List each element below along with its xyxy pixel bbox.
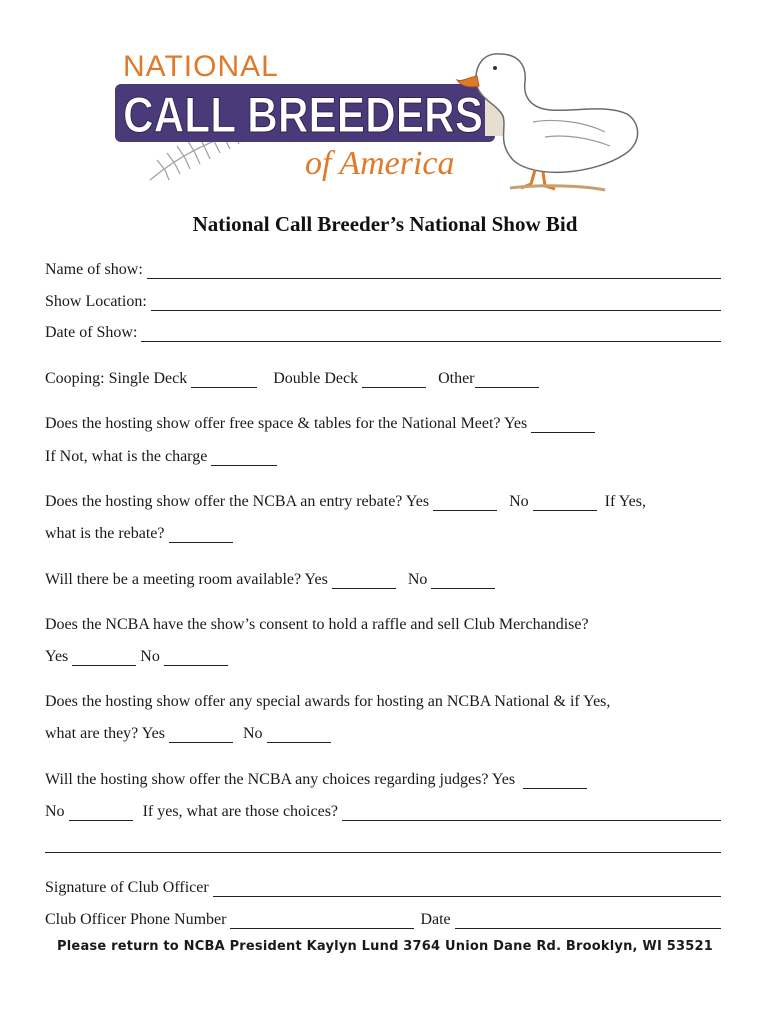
- q6-row3: [45, 831, 725, 853]
- q5-no-field[interactable]: [267, 726, 331, 743]
- date-field[interactable]: [455, 912, 721, 929]
- q1-row1: [45, 411, 725, 433]
- date-of-show-row: [45, 320, 725, 342]
- q4-no-field[interactable]: [164, 649, 228, 666]
- logo-line3: of America: [305, 145, 455, 182]
- show-location-field[interactable]: [151, 294, 721, 311]
- show-location-row: [45, 289, 725, 311]
- double-deck-field[interactable]: [362, 371, 426, 388]
- q4-no-label: No: [140, 648, 160, 665]
- show-location-label: Show Location:: [45, 293, 147, 310]
- name-of-show-field[interactable]: [147, 262, 721, 279]
- q1-charge-field[interactable]: [211, 449, 277, 466]
- cooping-other-label: Other: [438, 370, 475, 387]
- q2-no-field[interactable]: [533, 494, 597, 511]
- q6-row1: [45, 767, 725, 789]
- q2-ifyes-label: If Yes,: [604, 493, 646, 510]
- signature-label: Signature of Club Officer: [45, 879, 209, 896]
- q2-row1: [45, 489, 725, 511]
- page-title: National Call Breeder’s National Show Bid: [192, 212, 578, 236]
- q6-yes-field[interactable]: [523, 772, 587, 789]
- q2-rebate-label: what is the rebate?: [45, 525, 165, 542]
- q5-yes-field[interactable]: [169, 726, 233, 743]
- q5-no-label: No: [242, 725, 263, 742]
- q1-text: Does the hosting show offer free space & tables for the National Meet? Yes: [45, 415, 528, 432]
- cooping-single-label: Cooping: Single Deck: [45, 370, 188, 387]
- q6-row2: [45, 799, 725, 821]
- q2-no-label: No: [509, 493, 529, 510]
- q1-yes-field[interactable]: [531, 416, 595, 433]
- cooping-double-label: Double Deck: [273, 370, 359, 387]
- date-of-show-field[interactable]: [141, 325, 721, 342]
- q2-yes-field[interactable]: [433, 494, 497, 511]
- q5-row1: [45, 689, 725, 711]
- other-field[interactable]: [475, 371, 539, 388]
- q6-no-label: No: [45, 803, 65, 820]
- q4-yes-label: Yes: [45, 648, 69, 665]
- q6-choices-continued-field[interactable]: [45, 836, 721, 853]
- name-of-show-row: [45, 257, 725, 279]
- phone-date-row: [45, 907, 725, 929]
- q3-no-label: No: [407, 571, 428, 588]
- q3-row: [45, 567, 725, 589]
- q2-text: Does the hosting show offer the NCBA an entry rebate? Yes: [45, 493, 430, 510]
- phone-field[interactable]: [230, 912, 414, 929]
- q1-charge-label: If Not, what is the charge: [45, 448, 208, 465]
- date-of-show-label: Date of Show:: [45, 324, 138, 341]
- q2-rebate-field[interactable]: [169, 526, 233, 543]
- q2-row2: [45, 521, 725, 543]
- q5-yes-label: what are they? Yes: [45, 725, 165, 742]
- logo-line1: NATIONAL: [123, 50, 279, 83]
- q4-text: Does the NCBA have the show’s consent to hold a raffle and sell Club Merchandise?: [45, 616, 589, 633]
- logo-line2: CALL BREEDERS: [123, 87, 483, 143]
- q6-text: Will the hosting show offer the NCBA any choices regarding judges? Yes: [45, 771, 516, 788]
- ncba-logo: [105, 42, 665, 192]
- q4-row1: [45, 612, 725, 634]
- q5-text: Does the hosting show offer any special awards for hosting an NCBA National & if Yes,: [45, 693, 611, 710]
- q6-no-field[interactable]: [69, 804, 133, 821]
- q4-yes-field[interactable]: [72, 649, 136, 666]
- q6-ifyes-label: If yes, what are those choices?: [142, 803, 339, 820]
- name-of-show-label: Name of show:: [45, 261, 143, 278]
- q3-no-field[interactable]: [431, 572, 495, 589]
- q5-row2: [45, 721, 725, 743]
- q3-yes-field[interactable]: [332, 572, 396, 589]
- q6-choices-field[interactable]: [342, 804, 721, 821]
- return-address: Please return to NCBA President Kaylyn Lund 3764 Union Dane Rd. Brooklyn, WI 53521: [57, 939, 713, 954]
- signature-field[interactable]: [213, 880, 721, 897]
- q1-row2: [45, 444, 725, 466]
- phone-label: Club Officer Phone Number: [45, 911, 227, 928]
- cooping-row: [45, 366, 725, 388]
- single-deck-field[interactable]: [191, 371, 257, 388]
- date-label: Date: [420, 911, 451, 928]
- signature-row: [45, 875, 725, 897]
- q4-row2: [45, 644, 725, 666]
- q3-text: Will there be a meeting room available? Yes: [45, 571, 328, 588]
